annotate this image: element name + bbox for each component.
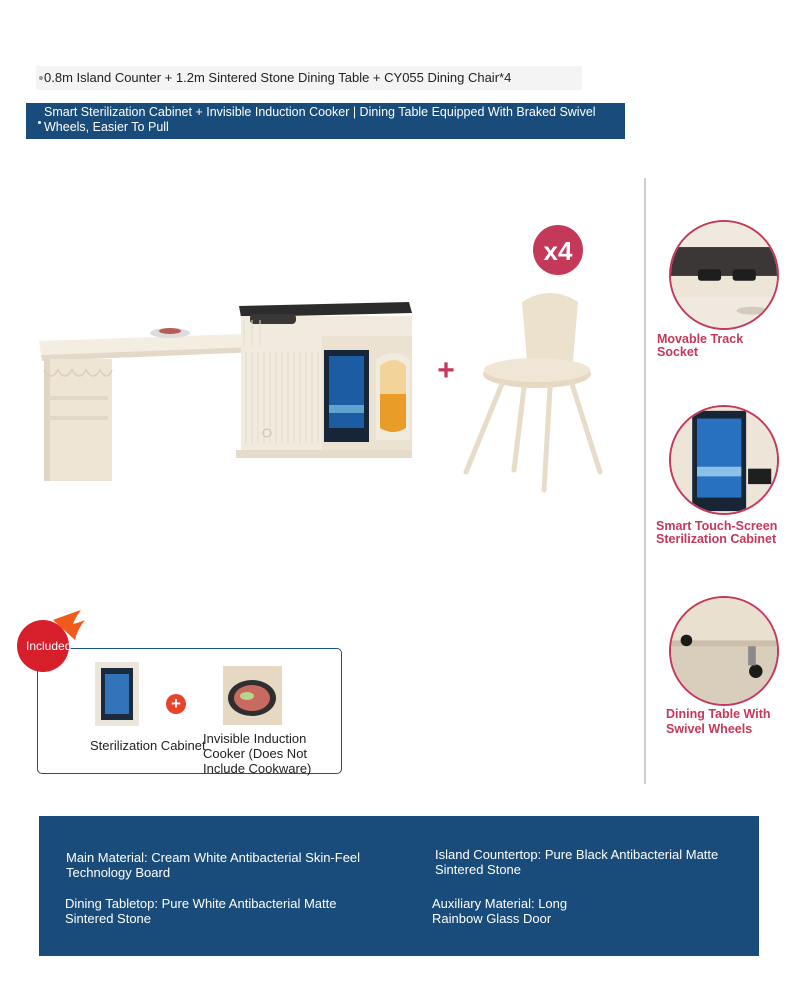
- bullet-icon: [38, 121, 41, 124]
- sterilization-cabinet-thumbnail: [95, 662, 139, 726]
- plus-sign: +: [437, 354, 455, 387]
- product-title: 0.8m Island Counter + 1.2m Sintered Stone Dining Table + CY055 Dining Chair*4: [44, 70, 512, 85]
- spec-main-material: Main Material: Cream White Antibacterial Skin-Feel Technology Board: [66, 850, 361, 880]
- included-badge-text: Included: [26, 639, 72, 653]
- chair-count-text: x4: [543, 236, 573, 266]
- feature-banner-text: Smart Sterilization Cabinet + Invisible Induction Cooker | Dining Table Equipped With Braked Swivel Wheels, Easier To Pull: [44, 105, 596, 134]
- vertical-divider: [644, 178, 646, 784]
- feature-label-track-socket: Movable Track Socket: [657, 332, 744, 359]
- swivel-wheel-icon: [669, 596, 779, 706]
- dining-chair-image: [466, 293, 600, 490]
- product-illustration: [34, 220, 619, 510]
- island-cabinet-image: [236, 302, 412, 458]
- included-item-sterilization-cabinet: Sterilization Cabinet: [90, 738, 206, 753]
- feature-label-sterilization-cabinet: Smart Touch-Screen Sterilization Cabinet: [656, 519, 778, 546]
- track-socket-icon: [669, 220, 779, 330]
- induction-cooker-thumbnail: [223, 666, 282, 725]
- spec-dining-tabletop: Dining Tabletop: Pure White Antibacterial Matte Sintered Stone: [65, 896, 337, 926]
- feature-label-swivel-wheels: Dining Table With Swivel Wheels: [666, 707, 771, 736]
- plus-icon: +: [166, 694, 186, 714]
- specifications-panel: [39, 816, 759, 956]
- spec-island-countertop: Island Countertop: Pure Black Antibacterial Matte Sintered Stone: [435, 847, 719, 877]
- spec-auxiliary-material: Auxiliary Material: Long Rainbow Glass Door: [432, 896, 568, 926]
- included-item-induction-cooker: Invisible Induction Cooker (Does Not Include Cookware): [203, 731, 312, 776]
- bullet-icon: [39, 76, 43, 80]
- sterilization-cabinet-icon: [669, 405, 779, 515]
